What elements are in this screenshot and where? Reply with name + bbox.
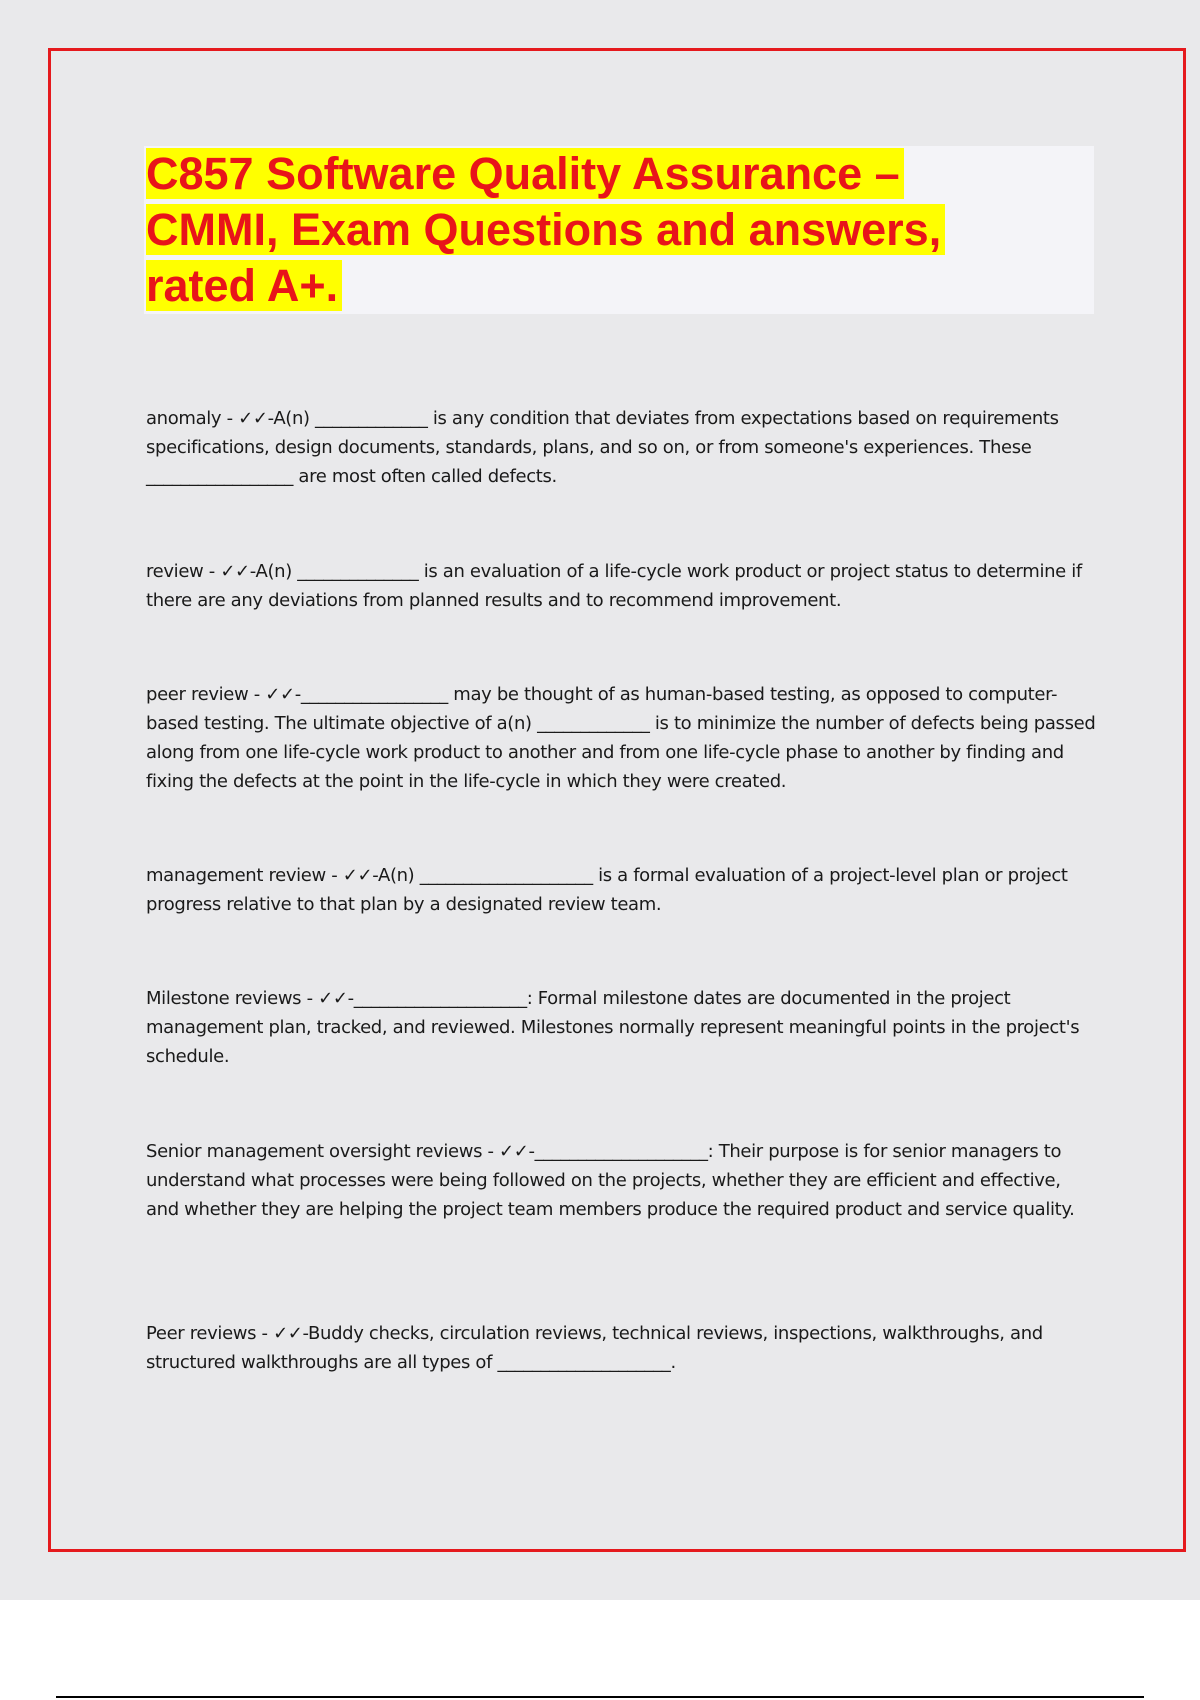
document-title — [146, 146, 1026, 314]
entry-senior-management-oversight-reviews: Senior management oversight reviews - ✓✓-____________________: Their purpose is for senior managers to understand what processes were being followed on the projects, whether they are efficient and effective, and whether they are helping the project team members produce the required product and service quality. — [146, 1141, 1075, 1220]
entry-anomaly: anomaly - ✓✓-A(n) _____________ is any condition that deviates from expectations based on requirements specifications, design documents, standards, plans, and so on, or from someone's experiences. These _________________ are most often called defects. — [146, 408, 1059, 487]
entry-milestone-reviews: Milestone reviews - ✓✓-____________________: Formal milestone dates are documented in the project management plan, tracked, and reviewed. Milestones normally represent meaningful points in the project's schedule. — [146, 988, 1080, 1067]
entry-peer-reviews: Peer reviews - ✓✓-Buddy checks, circulation reviews, technical reviews, inspections, walkthroughs, and structured walkthroughs are all types of ____________________. — [146, 1323, 1043, 1373]
entry-peer-review: peer review - ✓✓-_________________ may be thought of as human-based testing, as opposed to computer-based testing. The ultimate objective of a(n) _____________ is to minimize the number of defects being passed along from one life-cycle work product to another and from one life-cycle phase to another by finding and fixing the defects at the point in the life-cycle in which they were created. — [146, 684, 1096, 792]
title-highlight: C857 Software Quality Assurance – CMMI, Exam Questions and answers, rated A+. — [146, 148, 945, 311]
footer-divider — [56, 1696, 1144, 1698]
entry-review: review - ✓✓-A(n) ______________ is an evaluation of a life-cycle work product or project status to determine if there are any deviations from planned results and to recommend improvement. — [146, 561, 1082, 611]
entry-management-review: management review - ✓✓-A(n) ____________________ is a formal evaluation of a project-level plan or project progress relative to that plan by a designated review team. — [146, 865, 1068, 915]
